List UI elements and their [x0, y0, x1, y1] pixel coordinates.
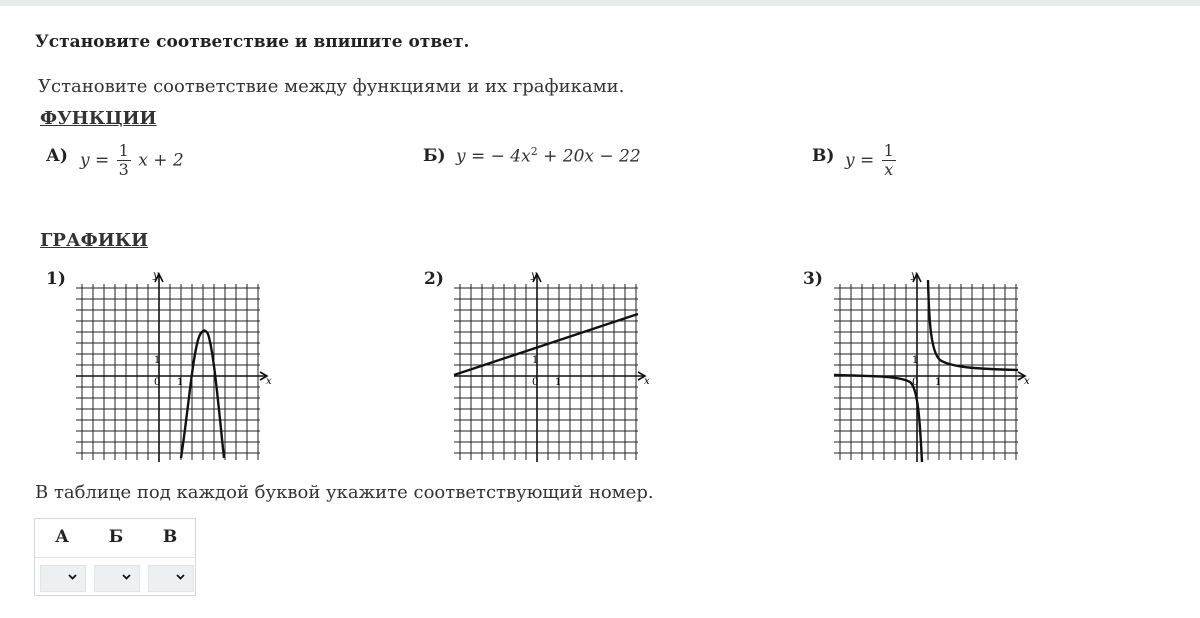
function-a-rhs: x + 2 — [138, 150, 184, 171]
graph-2-axes — [454, 274, 645, 462]
graph-1-one-x: 1 — [177, 377, 184, 388]
graph-3-grid — [834, 284, 1018, 460]
function-v-lhs: y = — [845, 150, 875, 171]
graph-3-hyperbola — [832, 262, 1032, 466]
graph-2-number: 2) — [424, 269, 444, 289]
function-b-letter: Б) — [423, 146, 446, 166]
graph-3-number: 3) — [803, 269, 823, 289]
answer-column-v: В — [162, 527, 178, 547]
graph-2-one-y: 1 — [532, 355, 539, 366]
function-b-expr-b: + 20x − 22 — [537, 146, 641, 167]
function-v-formula — [845, 142, 898, 180]
graph-3-curve-left — [834, 375, 922, 462]
functions-heading: ФУНКЦИИ — [40, 108, 157, 129]
task-card — [0, 6, 1200, 618]
graph-1-axes — [76, 274, 267, 462]
graph-3-one-x: 1 — [935, 377, 942, 388]
graph-1-zero: 0 — [154, 377, 161, 388]
answer-column-b: Б — [108, 527, 124, 547]
graph-1-one-y: 1 — [154, 355, 161, 366]
answer-select-a[interactable] — [40, 565, 86, 592]
chevron-down-icon — [175, 571, 186, 582]
graph-1-grid — [76, 284, 260, 460]
graph-3-x-label: x — [1024, 376, 1030, 387]
graph-1-parabola — [74, 262, 274, 466]
graph-3-one-y: 1 — [912, 355, 919, 366]
chevron-down-icon — [67, 571, 78, 582]
answer-prompt: В таблице под каждой буквой укажите соответствующий номер. — [35, 482, 654, 503]
function-a-formula — [80, 142, 184, 180]
chevron-down-icon — [121, 571, 132, 582]
answer-column-a: А — [55, 527, 69, 547]
task-title: Установите соответствие и впишите ответ. — [35, 32, 470, 52]
function-v-frac-den: x — [882, 160, 896, 179]
graph-2-line — [452, 262, 652, 466]
function-b-exponent: 2 — [530, 145, 538, 158]
answer-divider — [35, 557, 195, 558]
graph-1-x-label: x — [266, 376, 272, 387]
function-b-formula — [456, 145, 641, 167]
function-v-letter: В) — [812, 146, 835, 166]
graphs-heading: ГРАФИКИ — [40, 230, 149, 251]
graph-3-zero: 0 — [912, 377, 919, 388]
function-a-frac-den: 3 — [118, 160, 129, 180]
graph-1-number: 1) — [46, 269, 66, 289]
graph-3-y-label: y — [911, 270, 917, 281]
function-b-expr-a: y = − 4x — [456, 146, 531, 167]
graph-2-one-x: 1 — [555, 377, 562, 388]
task-intro: Установите соответствие между функциями и их графиками. — [38, 76, 625, 97]
function-a-lhs: y = — [80, 150, 110, 171]
graph-1-y-label: y — [153, 270, 159, 281]
answer-table — [34, 518, 196, 596]
graph-2-zero: 0 — [532, 377, 539, 388]
function-a-fraction — [117, 142, 131, 180]
graph-2-y-label: y — [531, 270, 537, 281]
function-v-fraction — [882, 142, 896, 180]
graph-2-grid — [454, 284, 638, 460]
answer-select-v[interactable] — [148, 565, 194, 592]
answer-select-b[interactable] — [94, 565, 140, 592]
graph-2-x-label: x — [644, 376, 650, 387]
function-a-letter: А) — [46, 146, 68, 166]
function-a-frac-num: 1 — [118, 141, 129, 160]
function-v-frac-num: 1 — [883, 141, 894, 160]
